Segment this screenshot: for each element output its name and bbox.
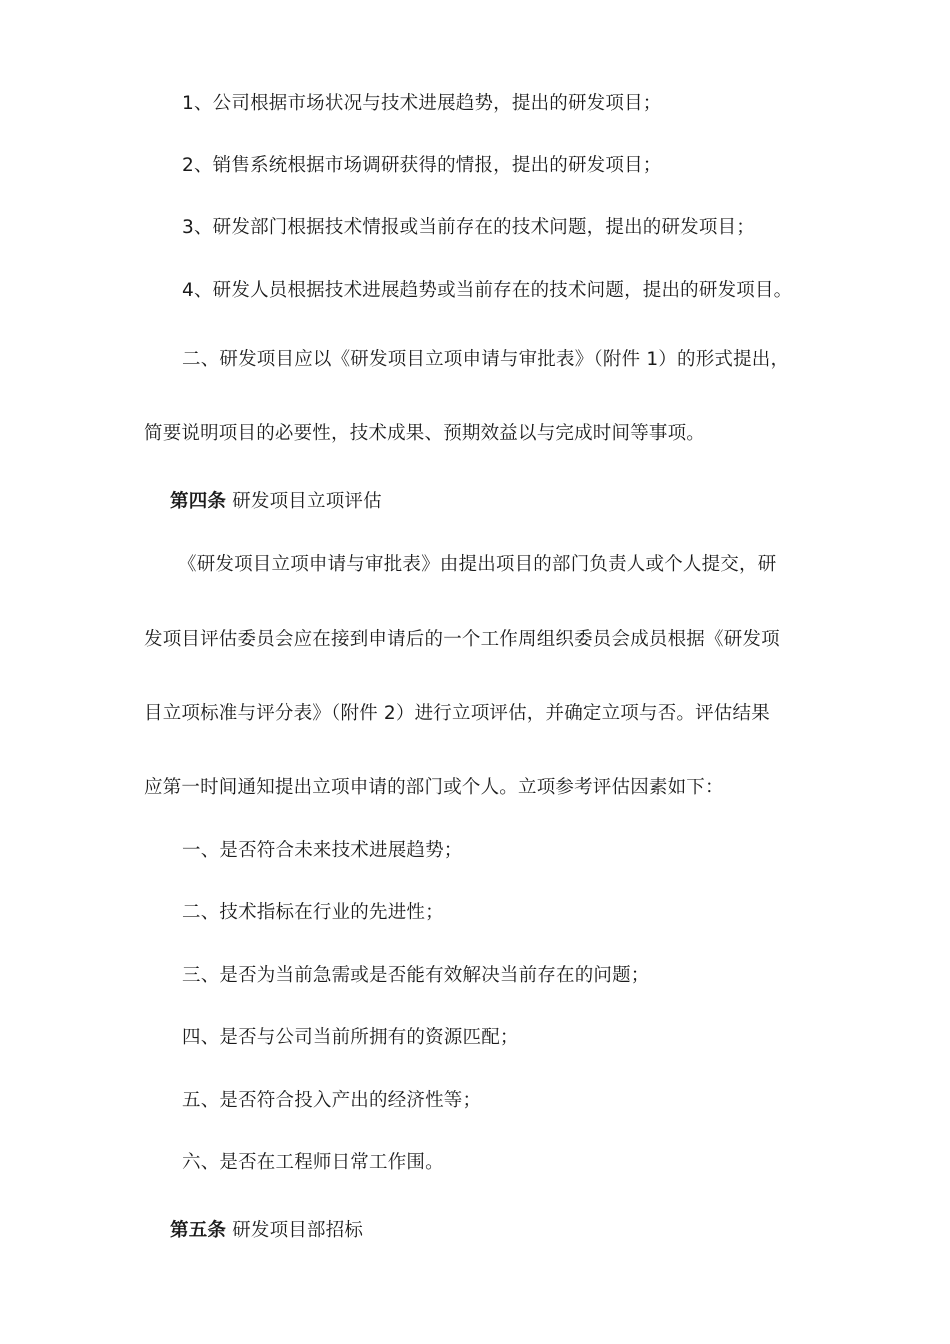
list-item: 1、公司根据市场状况与技术进展趋势，提出的研发项目；	[182, 93, 662, 114]
article-label: 第四条	[170, 491, 227, 512]
list-item: 三、是否为当前急需或是否能有效解决当前存在的问题；	[182, 965, 650, 986]
article-heading	[170, 1219, 363, 1243]
list-item: 二、技术指标在行业的先进性；	[182, 902, 444, 923]
list-item: 四、是否与公司当前所拥有的资源匹配；	[182, 1027, 519, 1048]
paragraph-line: 简要说明项目的必要性，技术成果、预期效益以与完成时间等事项。	[144, 423, 706, 444]
list-item: 3、研发部门根据技术情报或当前存在的技术问题，提出的研发项目；	[182, 217, 755, 238]
list-item: 4、研发人员根据技术进展趋势或当前存在的技术问题，提出的研发项目。	[182, 280, 793, 301]
paragraph-line: 应第一时间通知提出立项申请的部门或个人。立项参考评估因素如下：	[144, 777, 724, 798]
article-title: 研发项目立项评估	[232, 491, 382, 512]
paragraph-line: 发项目评估委员会应在接到申请后的一个工作周组织委员会成员根据《研发项	[144, 629, 780, 650]
list-item: 一、是否符合未来技术进展趋势；	[182, 840, 463, 861]
article-title: 研发项目部招标	[232, 1220, 364, 1241]
article-label: 第五条	[170, 1220, 227, 1241]
article-heading	[170, 490, 382, 514]
paragraph-line: 二、研发项目应以《研发项目立项申请与审批表》（附件 1）的形式提出，	[182, 349, 790, 370]
paragraph-line: 《研发项目立项申请与审批表》由提出项目的部门负责人或个人提交，研	[178, 554, 777, 575]
list-item: 五、是否符合投入产出的经济性等；	[182, 1090, 482, 1111]
list-item: 2、销售系统根据市场调研获得的情报，提出的研发项目；	[182, 155, 662, 176]
list-item: 六、是否在工程师日常工作围。	[182, 1152, 444, 1173]
paragraph-line: 目立项标准与评分表》（附件 2）进行立项评估，并确定立项与否。评估结果	[144, 703, 770, 724]
